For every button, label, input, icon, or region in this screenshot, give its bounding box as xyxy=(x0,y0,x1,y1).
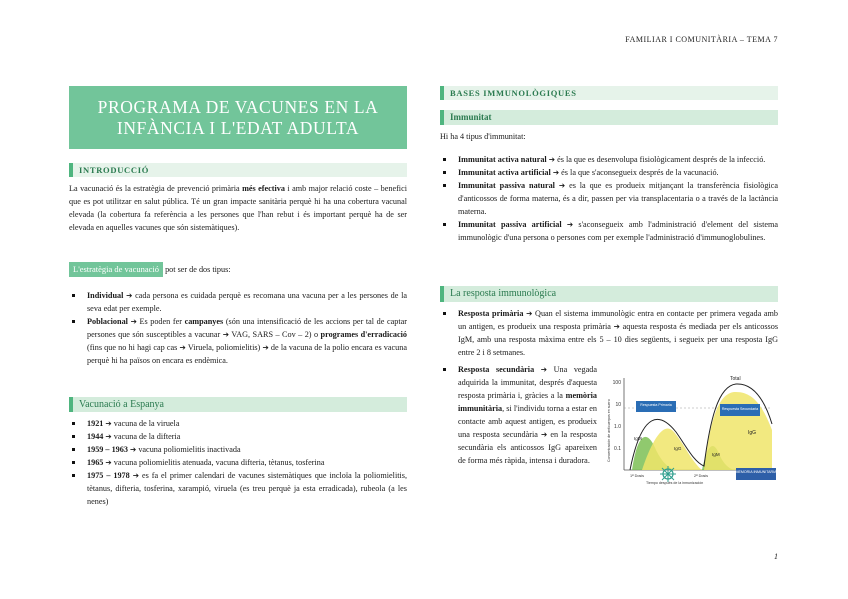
label-dose-1: 1ª Dosis xyxy=(630,474,645,478)
x-axis-label: Tiempo después de la inmunización xyxy=(646,481,704,485)
label-total-2: Total xyxy=(730,376,741,382)
immunitat-list xyxy=(440,153,778,244)
igg-secondary-area xyxy=(704,392,772,470)
label-respuesta-primaria: Respuesta Primaria xyxy=(640,403,672,407)
immunitat-intro: Hi ha 4 tipus d'immunitat: xyxy=(440,132,526,141)
list-item-espanya: 1959 – 1963 ➔ vacuna poliomielitis inactivada xyxy=(69,443,407,456)
immune-response-figure xyxy=(602,370,778,492)
list-item-secundaria: Resposta secundària ➔ Una vegada adquirida la immunitat, després d'aquesta resposta primària i, gràcies a la memòria immunitària, si l'individu torna a estar en contacte amb aquest antigen, es produeix una resposta secundària ➔ en la resposta secundària els anticossos IgG apareixen de forma més ràpida, intensa i duradora. xyxy=(440,363,597,467)
list-item-immunitat: Immunitat activa artificial ➔ és la que s'aconsegueix després de la vacunació. xyxy=(440,166,778,179)
label-igg-2: IgG xyxy=(748,430,757,436)
arrow-right-icon: ➔ xyxy=(613,322,620,331)
ytick: 10 xyxy=(615,402,621,408)
list-item-immunitat: Immunitat passiva natural ➔ es la que es produeix mitjançant la transferència fisiològica d'anticossos de forma materna, és a dir, passen per via transplacentaria o a través de la lactància materna. xyxy=(440,179,778,218)
list-item-espanya: 1965 ➔ vacuna poliomielitis atenuada, vacuna difteria, tètanus, tosferina xyxy=(69,456,407,469)
page-number: 1 xyxy=(774,552,778,561)
section-heading-bases: BASES IMMUNOLÒGIQUES xyxy=(440,86,778,100)
ytick: 0.1 xyxy=(614,446,621,452)
arrow-right-icon: ➔ xyxy=(105,458,112,467)
arrow-right-icon: ➔ xyxy=(558,181,566,190)
label-respuesta-secundaria: Respuesta Secundaria xyxy=(721,407,759,411)
list-item-individual: Individual ➔ cada persona es cuidada perquè es recomana una vacuna per a les persones de la seva edat per exemple. xyxy=(69,289,407,315)
list-item-poblacional: Poblacional ➔ Es poden fer campanyes (són una intensificació de les accions per tal de captar persones que són susceptibles a vacunar ➔ VAG, SARS – Cov – 2) o programes d'erradicació (fins que no hi hagi cap cas ➔ Viruela, poliomielitis) ➔ de la vacuna de la polio encara es vacuna perquè hi ha països on encara es endèmica. xyxy=(69,315,407,367)
bold-mes-efectiva: més efectiva xyxy=(242,184,285,193)
list-item-immunitat: Immunitat passiva artificial ➔ s'aconsegueix amb l'administració d'element del sistema immunològic d'una persona o persones com per exemple l'administració d'immunoglobulines. xyxy=(440,218,778,244)
ytick: 100 xyxy=(612,380,621,386)
label-igg-1: IgG xyxy=(674,446,682,451)
list-item-espanya: 1921 ➔ vacuna de la viruela xyxy=(69,417,407,430)
arrow-right-icon: ➔ xyxy=(262,343,269,352)
arrow-right-icon: ➔ xyxy=(540,430,548,439)
arrow-right-icon: ➔ xyxy=(105,419,112,428)
label-igm-2: IgM xyxy=(712,452,720,457)
arrow-right-icon: ➔ xyxy=(179,343,186,352)
estrategia-list xyxy=(69,289,407,367)
arrow-right-icon: ➔ xyxy=(540,365,548,374)
espanya-list xyxy=(69,417,407,508)
resposta-primaria xyxy=(440,307,778,359)
resposta-secundaria xyxy=(440,363,597,467)
section-heading-introduccio: INTRODUCCIÓ xyxy=(69,163,407,177)
list-item-primaria: Resposta primària ➔ Quan el sistema immunològic entra en contacte per primera vegada amb un antigen, es produeix una resposta primària ➔ aquesta resposta és mediada per els anticossos IgM, amb una resposta màxima entre els 5 – 10 dies següents, i segueix per una resposta IgG entre 2 i 8 setmanes. xyxy=(440,307,778,359)
estrategia-badge: L'estratègia de vacunació xyxy=(69,262,163,277)
list-item-espanya: 1944 ➔ vacuna de la difteria xyxy=(69,430,407,443)
subheading-immunitat: Immunitat xyxy=(440,110,778,125)
label-dose-2: 2ª Dosis xyxy=(694,474,709,478)
label-igm-1: IgM xyxy=(634,436,642,441)
igg-primary-area xyxy=(642,428,702,470)
estrategia-line: L'estratègia de vacunació pot ser de dos tipus: xyxy=(69,262,407,277)
label-memoria-inmunitaria: MEMORIA INMUNITARIA xyxy=(735,470,777,474)
arrow-right-icon: ➔ xyxy=(552,168,560,177)
intro-paragraph: La vacunació és la estratègia de prevenció primària més efectiva i amb major relació coste – benefici que es pot utilitzar en salut pública. Té un gran impacte sanitària perquè hi ha una cobertura vacunal elevada (la cobertura fa referència a les persones que l'han rebut i és important perquè ha de ser elevada en aquelles vacunes que són sistemàtiques). xyxy=(69,184,407,232)
arrow-right-icon: ➔ xyxy=(105,432,112,441)
title-line-2: INFÀNCIA I L'EDAT ADULTA xyxy=(116,117,360,138)
arrow-right-icon: ➔ xyxy=(126,291,133,300)
subheading-resposta: La resposta immunològica xyxy=(440,286,778,302)
arrow-right-icon: ➔ xyxy=(566,220,574,229)
section-heading-espanya: Vacunació a Espanya xyxy=(69,397,407,412)
list-item-espanya: 1975 – 1978 ➔ es fa el primer calendari de vacunes sistemàtiques que incloïa la poliomielitis, tètanus, difteria, tosferina, xarampió, viruela (es treu perquè ja esta erradicada), rubeola (a les nenes) xyxy=(69,469,407,508)
arrow-right-icon: ➔ xyxy=(129,445,137,454)
title-line-1: PROGRAMA DE VACUNES EN LA xyxy=(97,96,379,117)
arrow-right-icon: ➔ xyxy=(526,309,533,318)
arrow-right-icon: ➔ xyxy=(132,471,139,480)
ytick: 1.0 xyxy=(614,424,621,430)
y-axis-label: Concentración de anticuerpos en suero xyxy=(607,399,611,462)
virus-icon xyxy=(660,466,676,482)
running-header: FAMILIAR I COMUNITÀRIA – TEMA 7 xyxy=(625,35,778,44)
arrow-right-icon: ➔ xyxy=(130,317,137,326)
list-item-immunitat: Immunitat activa natural ➔ és la que es desenvolupa fisiològicament després de la infecció. xyxy=(440,153,778,166)
arrow-right-icon: ➔ xyxy=(548,155,556,164)
arrow-right-icon: ➔ xyxy=(222,330,230,339)
page-title xyxy=(69,86,407,149)
